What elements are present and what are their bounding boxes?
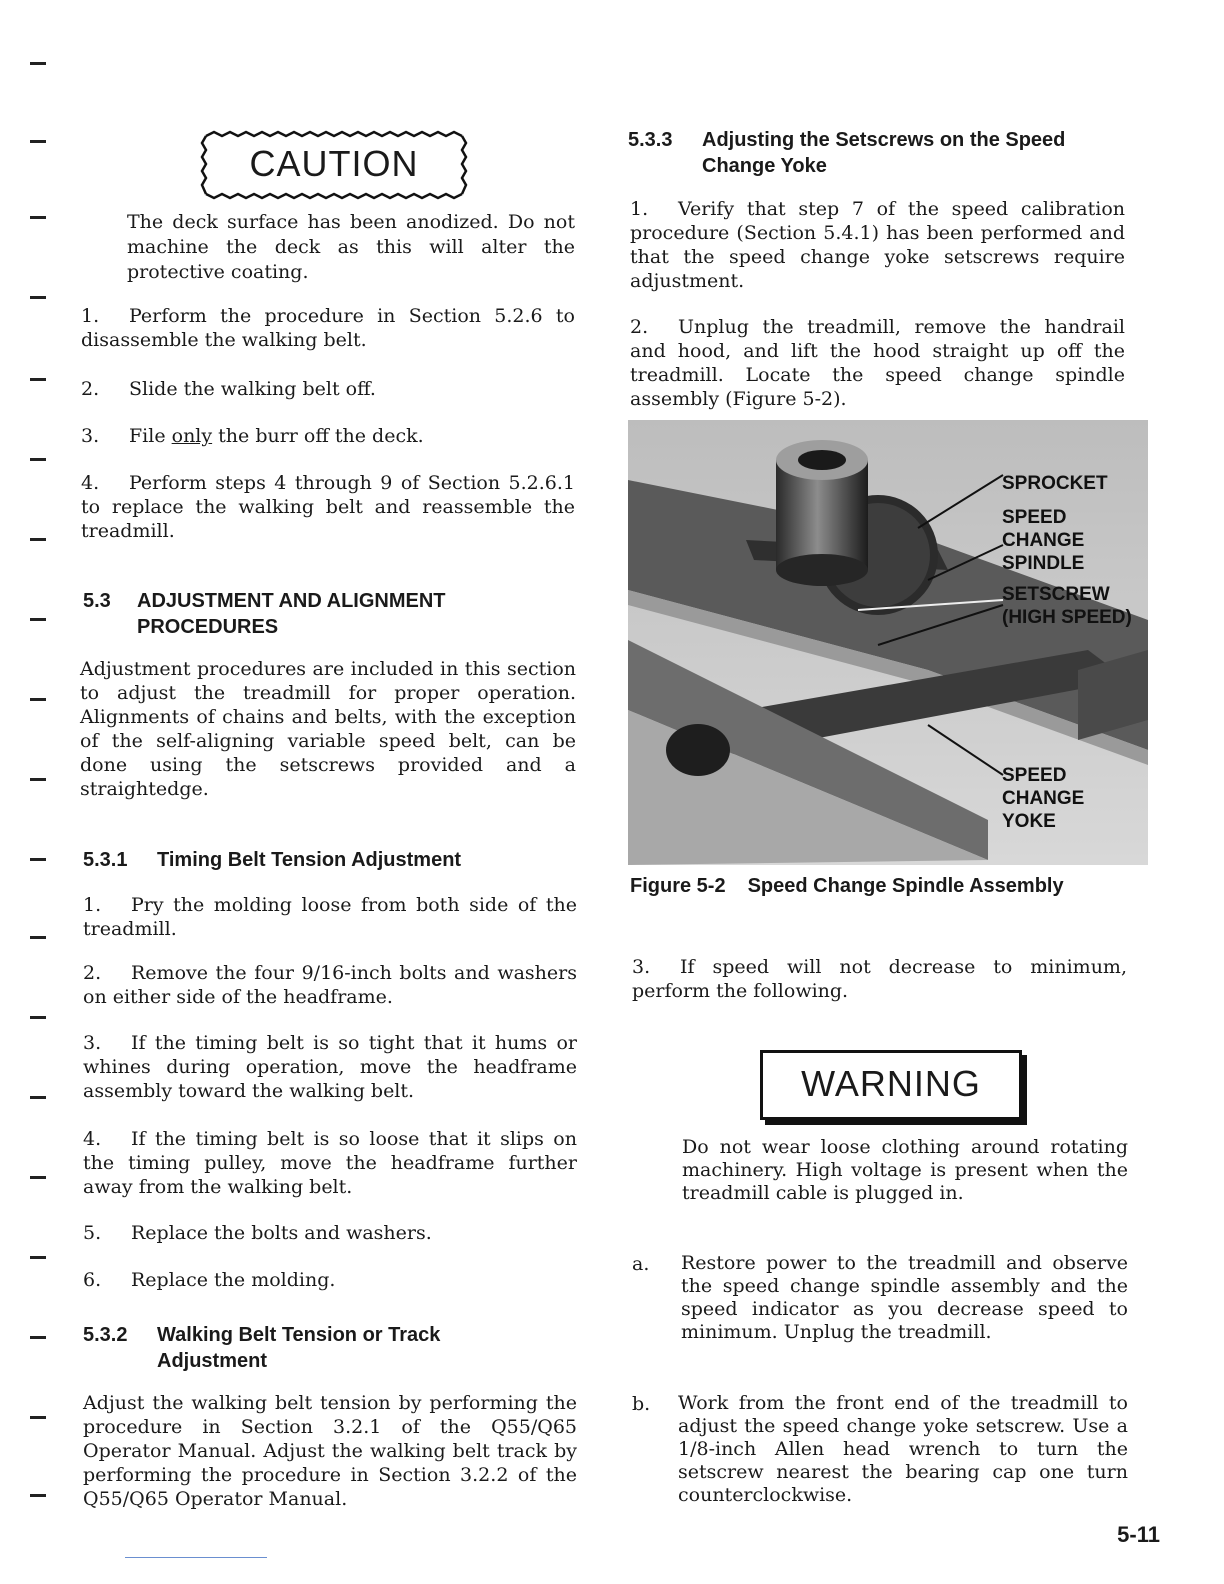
- footer-rule: [125, 1557, 267, 1558]
- caution-box: [200, 130, 468, 200]
- warning-box: [760, 1050, 1022, 1120]
- page-number: 5-11: [1117, 1522, 1160, 1547]
- list-item: 2. Remove the four 9/16-inch bolts and washers on either side of the headframe.: [83, 962, 577, 1008]
- list-item: 6. Replace the molding.: [83, 1269, 336, 1291]
- label-speed-change-yoke: SPEED CHANGE YOKE: [1002, 765, 1085, 832]
- emphasis-only: only: [171, 425, 213, 447]
- list-item: 1. Verify that step 7 of the speed calibration procedure (Section 5.4.1) has been performed and that the speed change yoke setscrews require adjustment.: [630, 198, 1125, 292]
- section-5-3-2-heading: 5.3.2 Walking Belt Tension or Track Adjustment: [83, 1324, 441, 1372]
- list-item: a. Restore power to the treadmill and observe the speed change spindle assembly and the speed indicator as you decrease speed to minimum. Unplug the treadmill.: [632, 1252, 1128, 1343]
- list-item: 2. Slide the walking belt off.: [81, 378, 376, 400]
- figure-labels: [1002, 472, 1132, 629]
- warning-title: WARNING: [801, 1063, 981, 1104]
- list-item: 3. If speed will not decrease to minimum, perform the following.: [632, 956, 1127, 1002]
- list-item: 3. File only the burr off the deck.: [81, 425, 424, 447]
- section-5-3-3-heading: 5.3.3 Adjusting the Setscrews on the Speed Change Yoke: [628, 129, 1066, 177]
- figure-caption: Figure 5-2 Speed Change Spindle Assembly: [630, 875, 1064, 897]
- section-5-3-1-heading: 5.3.1 Timing Belt Tension Adjustment: [83, 849, 462, 871]
- list-item: 3. If the timing belt is so tight that it hums or whines during operation, move the headframe assembly toward the walking belt.: [83, 1032, 577, 1102]
- list-item: 2. Unplug the treadmill, remove the handrail and hood, and lift the hood straight up off the treadmill. Locate the speed change spindle assembly (Figure 5-2).: [630, 316, 1125, 410]
- label-setscrew-high-speed: SETSCREW (HIGH SPEED): [1002, 584, 1132, 628]
- section-5-3-2-body: Adjust the walking belt tension by performing the procedure in Section 3.2.1 of the Q55/Q65 Operator Manual. Adjust the walking belt track by performing the procedure in Section 3.2.2 of the Q55/Q65 Operator Manual.: [83, 1392, 577, 1510]
- label-speed-change-spindle: SPEED CHANGE SPINDLE: [1002, 507, 1085, 574]
- caution-title: CAUTION: [249, 143, 419, 184]
- list-item: 4. If the timing belt is so loose that it slips on the timing pulley, move the headframe further away from the walking belt.: [83, 1128, 577, 1198]
- list-item: 1. Perform the procedure in Section 5.2.6 to disassemble the walking belt.: [81, 305, 575, 351]
- list-item: 1. Pry the molding loose from both side of the treadmill.: [83, 894, 577, 940]
- caution-text: The deck surface has been anodized. Do not machine the deck as this will alter the protective coating.: [127, 211, 575, 283]
- section-5-3-heading: 5.3 ADJUSTMENT AND ALIGNMENT PROCEDURES: [83, 590, 446, 638]
- list-item: 4. Perform steps 4 through 9 of Section 5.2.6.1 to replace the walking belt and reassemble the treadmill.: [81, 472, 575, 542]
- warning-text: Do not wear loose clothing around rotating machinery. High voltage is present when the treadmill cable is plugged in.: [682, 1136, 1128, 1204]
- list-item: 5. Replace the bolts and washers.: [83, 1222, 432, 1244]
- section-5-3-body: Adjustment procedures are included in this section to adjust the treadmill for proper operation. Alignments of chains and belts, with the exception of the self-aligning variable speed belt, can be done using the setscrews provided and a straightedge.: [80, 658, 576, 800]
- label-sprocket: SPROCKET: [1002, 473, 1108, 494]
- figure-photo: [628, 420, 1148, 865]
- list-item: b. Work from the front end of the treadmill to adjust the speed change yoke setscrew. Use a 1/8-inch Allen head wrench to turn the setscrew nearest the bearing cap one turn counterclockwise.: [632, 1392, 1128, 1506]
